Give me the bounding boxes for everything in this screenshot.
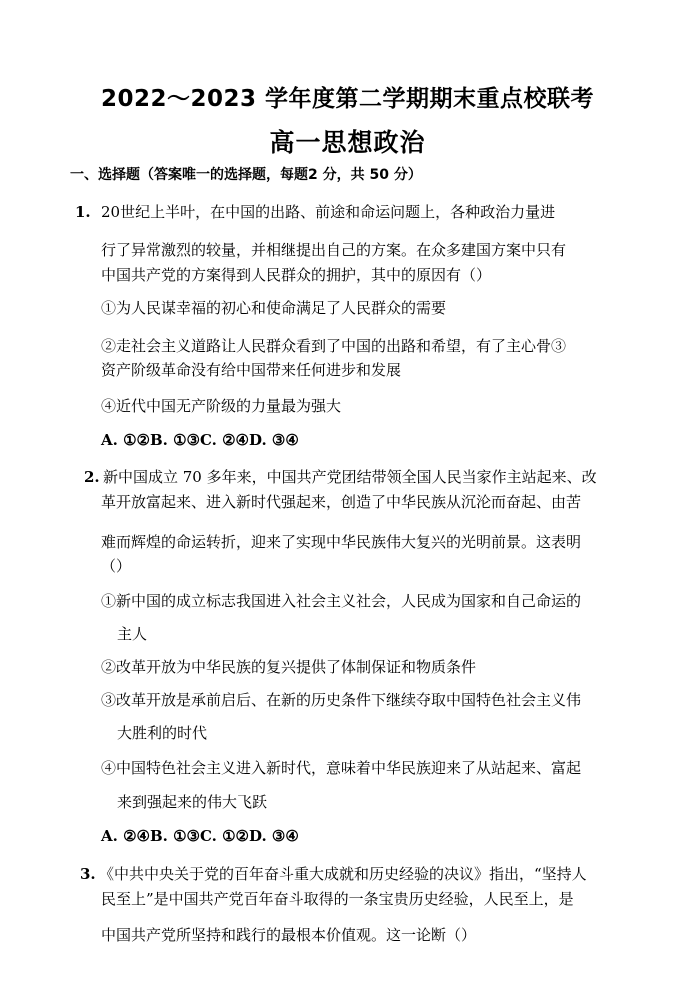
question-2-number: 2. — [84, 468, 100, 486]
question-1-option-2: ②走社会主义道路让人民群众看到了中国的出路和希望，有了主心骨③ — [101, 337, 567, 355]
question-1-line: 20世纪上半叶，在中国的出路、前途和命运问题上，各种政治力量进 — [101, 203, 556, 221]
question-1-option-3: 资产阶级革命没有给中国带来任何进步和发展 — [101, 361, 402, 379]
question-1-number: 1. — [75, 203, 91, 221]
question-1-option-4: ④近代中国无产阶级的力量最为强大 — [101, 397, 342, 415]
question-2-option-1: ①新中国的成立标志我国进入社会主义社会，人民成为国家和自己命运的 — [101, 592, 582, 610]
question-2-line: 新中国成立 70 多年来，中国共产党团结带领全国人民当家作主站起来、改 — [103, 468, 597, 486]
question-2-line: 革开放富起来、进入新时代强起来，创造了中华民族从沉沦而奋起、由苦 — [101, 493, 582, 511]
question-3-number: 3. — [80, 865, 96, 883]
question-2-option-4: ④中国特色社会主义进入新时代，意味着中华民族迎来了从站起来、富起 — [101, 759, 582, 777]
question-3-line: 《中共中央关于党的百年奋斗重大成就和历史经验的决议》指出，“坚持人 — [99, 865, 587, 883]
question-2-line: （） — [101, 557, 132, 575]
exam-subject: 高一思想政治 — [269, 128, 426, 157]
question-3-line: 民至上”是中国共产党百年奋斗取得的一条宝贵历史经验，人民至上，是 — [101, 890, 574, 908]
question-2-option-2: ②改革开放为中华民族的复兴提供了体制保证和物质条件 — [101, 658, 477, 676]
question-2-line: 难而辉煌的命运转折，迎来了实现中华民族伟大复兴的光明前景。这表明 — [101, 533, 582, 551]
question-2-answer-choices: A. ②④B. ①③C. ①②D. ③④ — [101, 827, 299, 845]
question-1-line: 中国共产党的方案得到人民群众的拥护，其中的原因有（） — [101, 266, 492, 284]
question-1-answer-choices: A. ①②B. ①③C. ②④D. ③④ — [101, 431, 299, 449]
question-2-option-3: ③改革开放是承前启后、在新的历史条件下继续夺取中国特色社会主义伟 — [101, 691, 582, 709]
question-1-line: 行了异常激烈的较量，并相继提出自己的方案。在众多建国方案中只有 — [101, 241, 567, 259]
question-2-option-1-cont: 主人 — [117, 625, 148, 643]
question-2-option-4-cont: 来到强起来的伟大飞跃 — [117, 793, 268, 811]
question-2-option-3-cont: 大胜利的时代 — [117, 724, 208, 742]
question-3-line: 中国共产党所坚持和践行的最根本价值观。这一论断（） — [101, 926, 477, 944]
question-1-option-1: ①为人民谋幸福的初心和使命满足了人民群众的需要 — [101, 299, 447, 317]
section-heading: 一、选择题（答案唯一的选择题，每题2 分，共 50 分） — [70, 167, 422, 183]
exam-title: 2022～2023 学年度第二学期期末重点校联考 — [100, 86, 595, 112]
